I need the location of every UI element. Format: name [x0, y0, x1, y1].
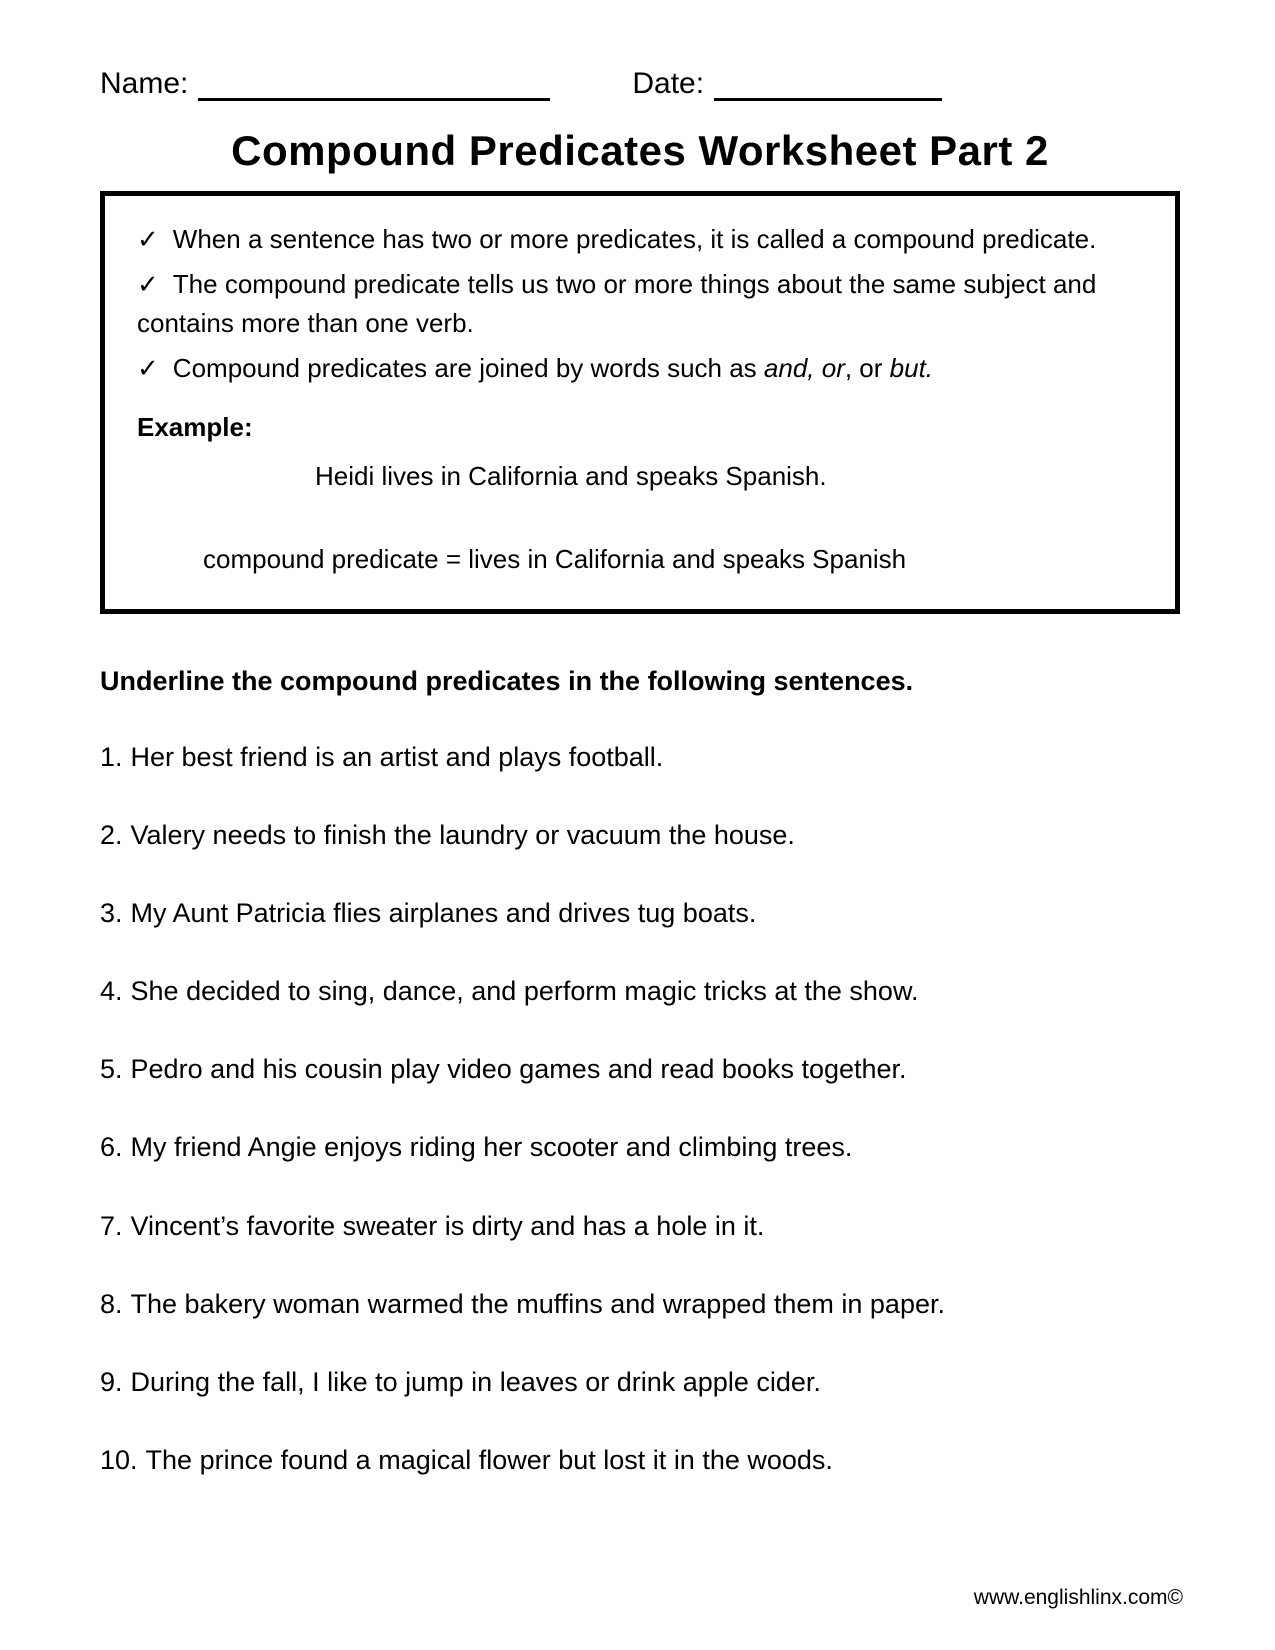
- check-icon: ✓: [137, 353, 159, 383]
- header: [100, 66, 1180, 101]
- definition-bullet-2-text: The compound predicate tells us two or more things about the same subject and contains more than one verb.: [137, 269, 1097, 338]
- definition-bullet-3-pre: Compound predicates are joined by words such as: [172, 353, 764, 383]
- sentence-text: Pedro and his cousin play video games and read books together.: [130, 1054, 907, 1085]
- definition-bullet-1-text: When a sentence has two or more predicates, it is called a compound predicate.: [172, 224, 1097, 254]
- sentence-number: 10.: [100, 1444, 138, 1475]
- sentence-text: The bakery woman warmed the muffins and wrapped them in paper.: [130, 1288, 945, 1319]
- sentence-number: 3.: [100, 898, 123, 929]
- name-label: Name:: [100, 67, 189, 100]
- sentence-row: [100, 974, 1180, 1009]
- sentence-row: [100, 740, 1180, 775]
- sentence-row: [100, 896, 1180, 931]
- sentence-number: 2.: [100, 820, 123, 851]
- sentence-text: Vincent’s favorite sweater is dirty and has a hole in it.: [130, 1210, 765, 1241]
- definition-bullet-3: [137, 349, 1145, 388]
- date-label: Date:: [632, 67, 705, 100]
- definition-box: [100, 191, 1180, 614]
- sentence-text: My friend Angie enjoys riding her scooter and climbing trees.: [130, 1132, 853, 1163]
- sentence-number: 1.: [100, 742, 123, 772]
- check-icon: ✓: [137, 224, 159, 254]
- definition-bullet-3-italic-1: and, or: [763, 353, 845, 383]
- definition-bullet-1: [137, 220, 1145, 259]
- sentence-text: My Aunt Patricia flies airplanes and drives tug boats.: [130, 898, 757, 929]
- sentence-number: 9.: [100, 1366, 123, 1397]
- sentence-text: The prince found a magical flower but lost it in the woods.: [145, 1444, 833, 1475]
- date-blank-line: [714, 66, 942, 101]
- example-sentence: Heidi lives in California and speaks Spanish.: [315, 461, 827, 491]
- sentence-row: [100, 1365, 1180, 1400]
- sentence-row: [100, 1443, 1180, 1478]
- sentence-number: 8.: [100, 1288, 123, 1319]
- sentence-number: 7.: [100, 1210, 123, 1241]
- sentence-row: [100, 1130, 1180, 1165]
- sentence-text: During the fall, I like to jump in leaves or drink apple cider.: [130, 1366, 821, 1397]
- sentence-number: 4.: [100, 976, 123, 1007]
- example-label: Example:: [137, 412, 253, 442]
- instructions: Underline the compound predicates in the following sentences.: [100, 666, 914, 696]
- sentence-text: She decided to sing, dance, and perform magic tricks at the show.: [130, 976, 919, 1007]
- page-title: Compound Predicates Worksheet Part 2: [231, 127, 1049, 174]
- sentence-row: [100, 1052, 1180, 1087]
- sentence-row: [100, 1209, 1180, 1244]
- name-blank-line: [198, 66, 550, 101]
- sentence-text: Valery needs to finish the laundry or vacuum the house.: [130, 820, 795, 851]
- definition-bullet-3-mid: , or: [844, 353, 890, 383]
- sentence-text: Her best friend is an artist and plays football.: [130, 742, 664, 772]
- sentence-number: 6.: [100, 1132, 123, 1163]
- date-field-group: [632, 66, 942, 101]
- definition-bullet-3-italic-2: but.: [889, 353, 934, 383]
- sentence-number: 5.: [100, 1054, 123, 1085]
- footer-watermark: www.englishlinx.com©: [973, 1586, 1183, 1609]
- example-answer: compound predicate = lives in California and speaks Spanish: [203, 544, 907, 574]
- name-field-group: [100, 66, 550, 101]
- sentence-row: [100, 818, 1180, 853]
- definition-bullet-2: [137, 265, 1145, 343]
- sentence-row: [100, 1287, 1180, 1322]
- check-icon: ✓: [137, 269, 159, 299]
